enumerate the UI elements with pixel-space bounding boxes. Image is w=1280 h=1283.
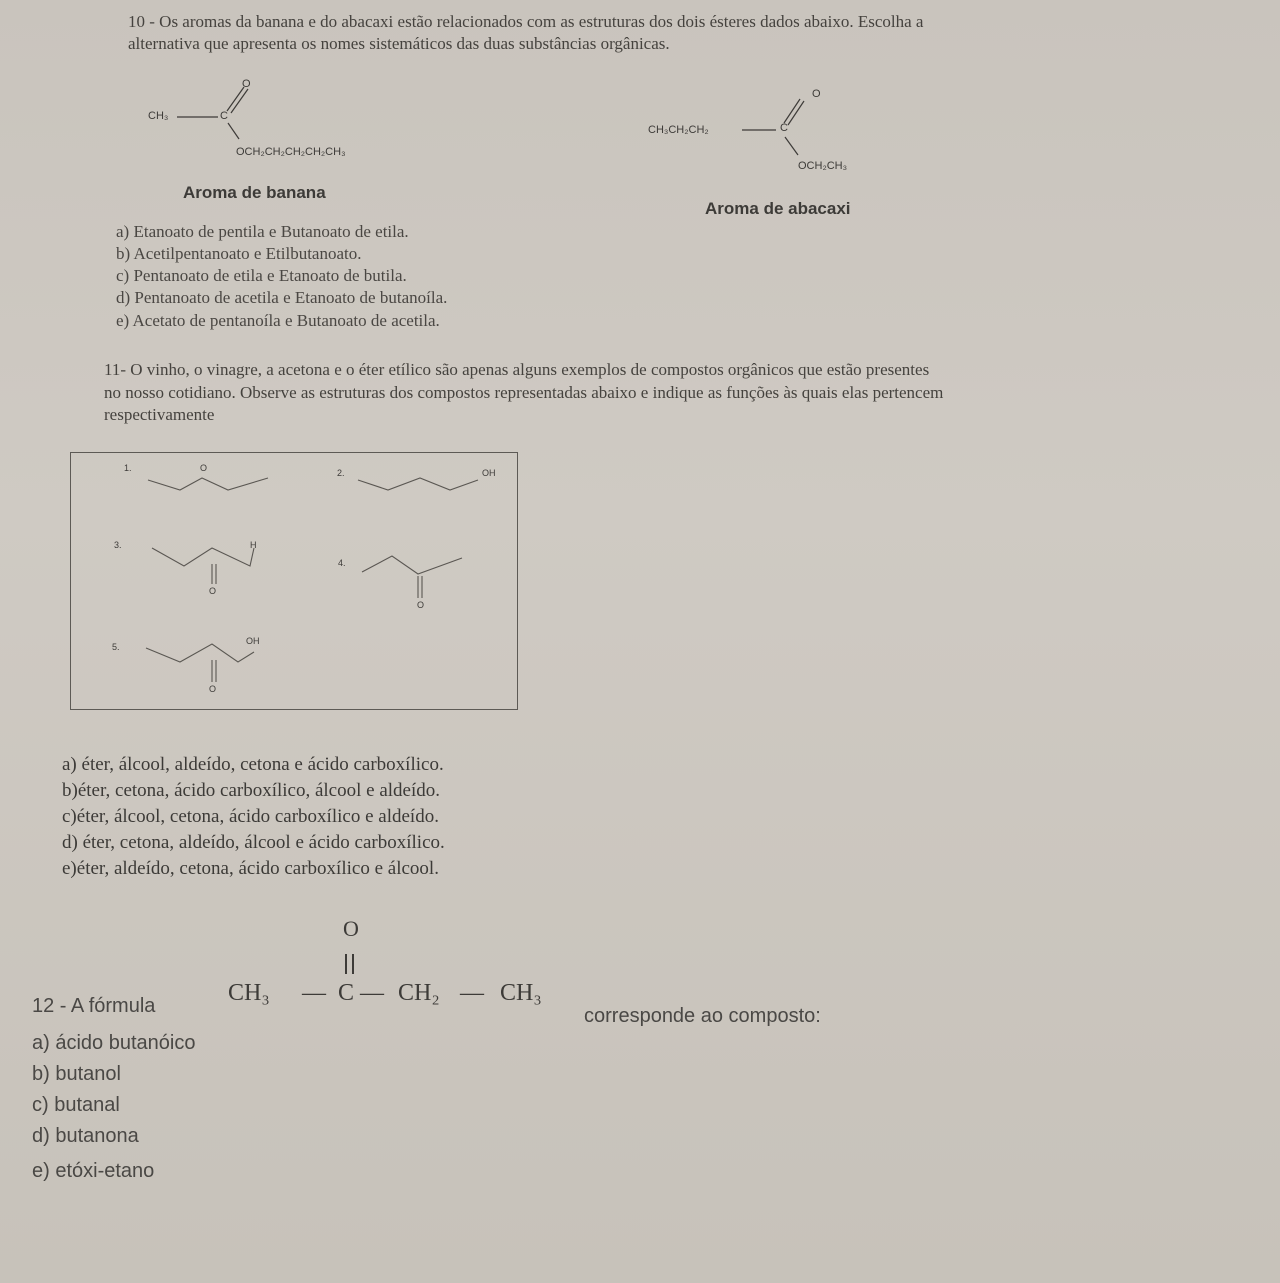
banana-carbon: C xyxy=(220,110,228,122)
abacaxi-oxygen: O xyxy=(812,88,821,100)
q12-formula-oxygen: O xyxy=(343,916,359,941)
q11-skeletal-structures xyxy=(70,452,518,710)
q11-option-c: c)éter, álcool, cetona, ácido carboxílico e aldeído. xyxy=(62,806,439,827)
q12-formula-ch2: CH₂ xyxy=(398,980,440,1006)
q12-bond-2: — xyxy=(360,980,384,1006)
q11-option-b: b)éter, cetona, ácido carboxílico, álcool e aldeído. xyxy=(62,780,441,801)
structure-5-oxygen: O xyxy=(209,684,217,694)
q12-formula-carbon: C xyxy=(338,980,355,1006)
structure-3-oxygen: O xyxy=(209,586,217,596)
structure-3-number: 3. xyxy=(114,540,122,550)
q12-double-bond xyxy=(335,948,365,978)
q10-option-d: d) Pentanoato de acetila e Etanoato de butanoíla. xyxy=(116,288,448,307)
structure-4-number: 4. xyxy=(338,558,346,568)
abacaxi-och: OCH₂CH₃ xyxy=(798,160,848,172)
q12-formula-ch3-right: CH₃ xyxy=(500,980,542,1006)
structure-2-number: 2. xyxy=(337,468,345,478)
q12-statement-suffix: corresponde ao composto: xyxy=(584,1005,821,1027)
banana-ch3: CH₃ xyxy=(148,110,169,122)
q12-option-d: d) butanona xyxy=(32,1125,139,1147)
q10-option-b: b) Acetilpentanoato e Etilbutanoato. xyxy=(116,244,362,263)
banana-oxygen: O xyxy=(242,78,251,90)
q12-bond-1: — xyxy=(302,980,326,1006)
structure-5-hydroxyl: OH xyxy=(246,636,260,646)
q12-option-a: a) ácido butanóico xyxy=(32,1032,196,1054)
q11-statement-line2: no nosso cotidiano. Observe as estruturas dos compostos representadas abaixo e indique as funções às quais elas pertencem xyxy=(104,383,944,402)
structure-3-hydrogen: H xyxy=(250,540,257,550)
q11-option-e: e)éter, aldeído, cetona, ácido carboxílico e álcool. xyxy=(62,858,439,879)
q10-option-e: e) Acetato de pentanoíla e Butanoato de acetila. xyxy=(116,311,440,330)
q12-bond-3: — xyxy=(460,980,484,1006)
q10-statement-line2: alternativa que apresenta os nomes sistemáticos das duas substâncias orgânicas. xyxy=(128,34,670,53)
abacaxi-chain: CH₃CH₂CH₂ xyxy=(648,124,709,136)
q12-option-c: c) butanal xyxy=(32,1094,120,1116)
structure-1-oxygen: O xyxy=(200,463,208,473)
structure-4-oxygen: O xyxy=(417,600,425,610)
q12-option-e: e) etóxi-etano xyxy=(32,1160,155,1182)
q11-statement-line3: respectivamente xyxy=(104,405,215,424)
q10-option-a: a) Etanoato de pentila e Butanoato de etila. xyxy=(116,222,409,241)
structure-5-number: 5. xyxy=(112,642,120,652)
q12-formula-ch3-left: CH₃ xyxy=(228,980,270,1006)
structure-1-number: 1. xyxy=(124,463,132,473)
q11-statement-line1: 11- O vinho, o vinagre, a acetona e o éter etílico são apenas alguns exemplos de compostos orgânicos que estão presentes xyxy=(104,360,930,379)
abacaxi-carbon: C xyxy=(780,122,788,134)
abacaxi-label: Aroma de abacaxi xyxy=(705,199,851,218)
banana-chain: OCH₂CH₂CH₂CH₂CH₃ xyxy=(236,146,346,158)
q12-option-b: b) butanol xyxy=(32,1063,121,1085)
banana-label: Aroma de banana xyxy=(183,183,326,202)
q10-option-c: c) Pentanoato de etila e Etanoato de butila. xyxy=(116,266,407,285)
q10-statement-line1: 10 - Os aromas da banana e do abacaxi estão relacionados com as estruturas dos dois ésteres dados abaixo. Escolha a xyxy=(128,12,924,31)
q11-option-a: a) éter, álcool, aldeído, cetona e ácido carboxílico. xyxy=(62,754,444,775)
structure-2-hydroxyl: OH xyxy=(482,468,496,478)
q12-statement-prefix: 12 - A fórmula xyxy=(32,995,156,1017)
q11-option-d: d) éter, cetona, aldeído, álcool e ácido carboxílico. xyxy=(62,832,445,853)
